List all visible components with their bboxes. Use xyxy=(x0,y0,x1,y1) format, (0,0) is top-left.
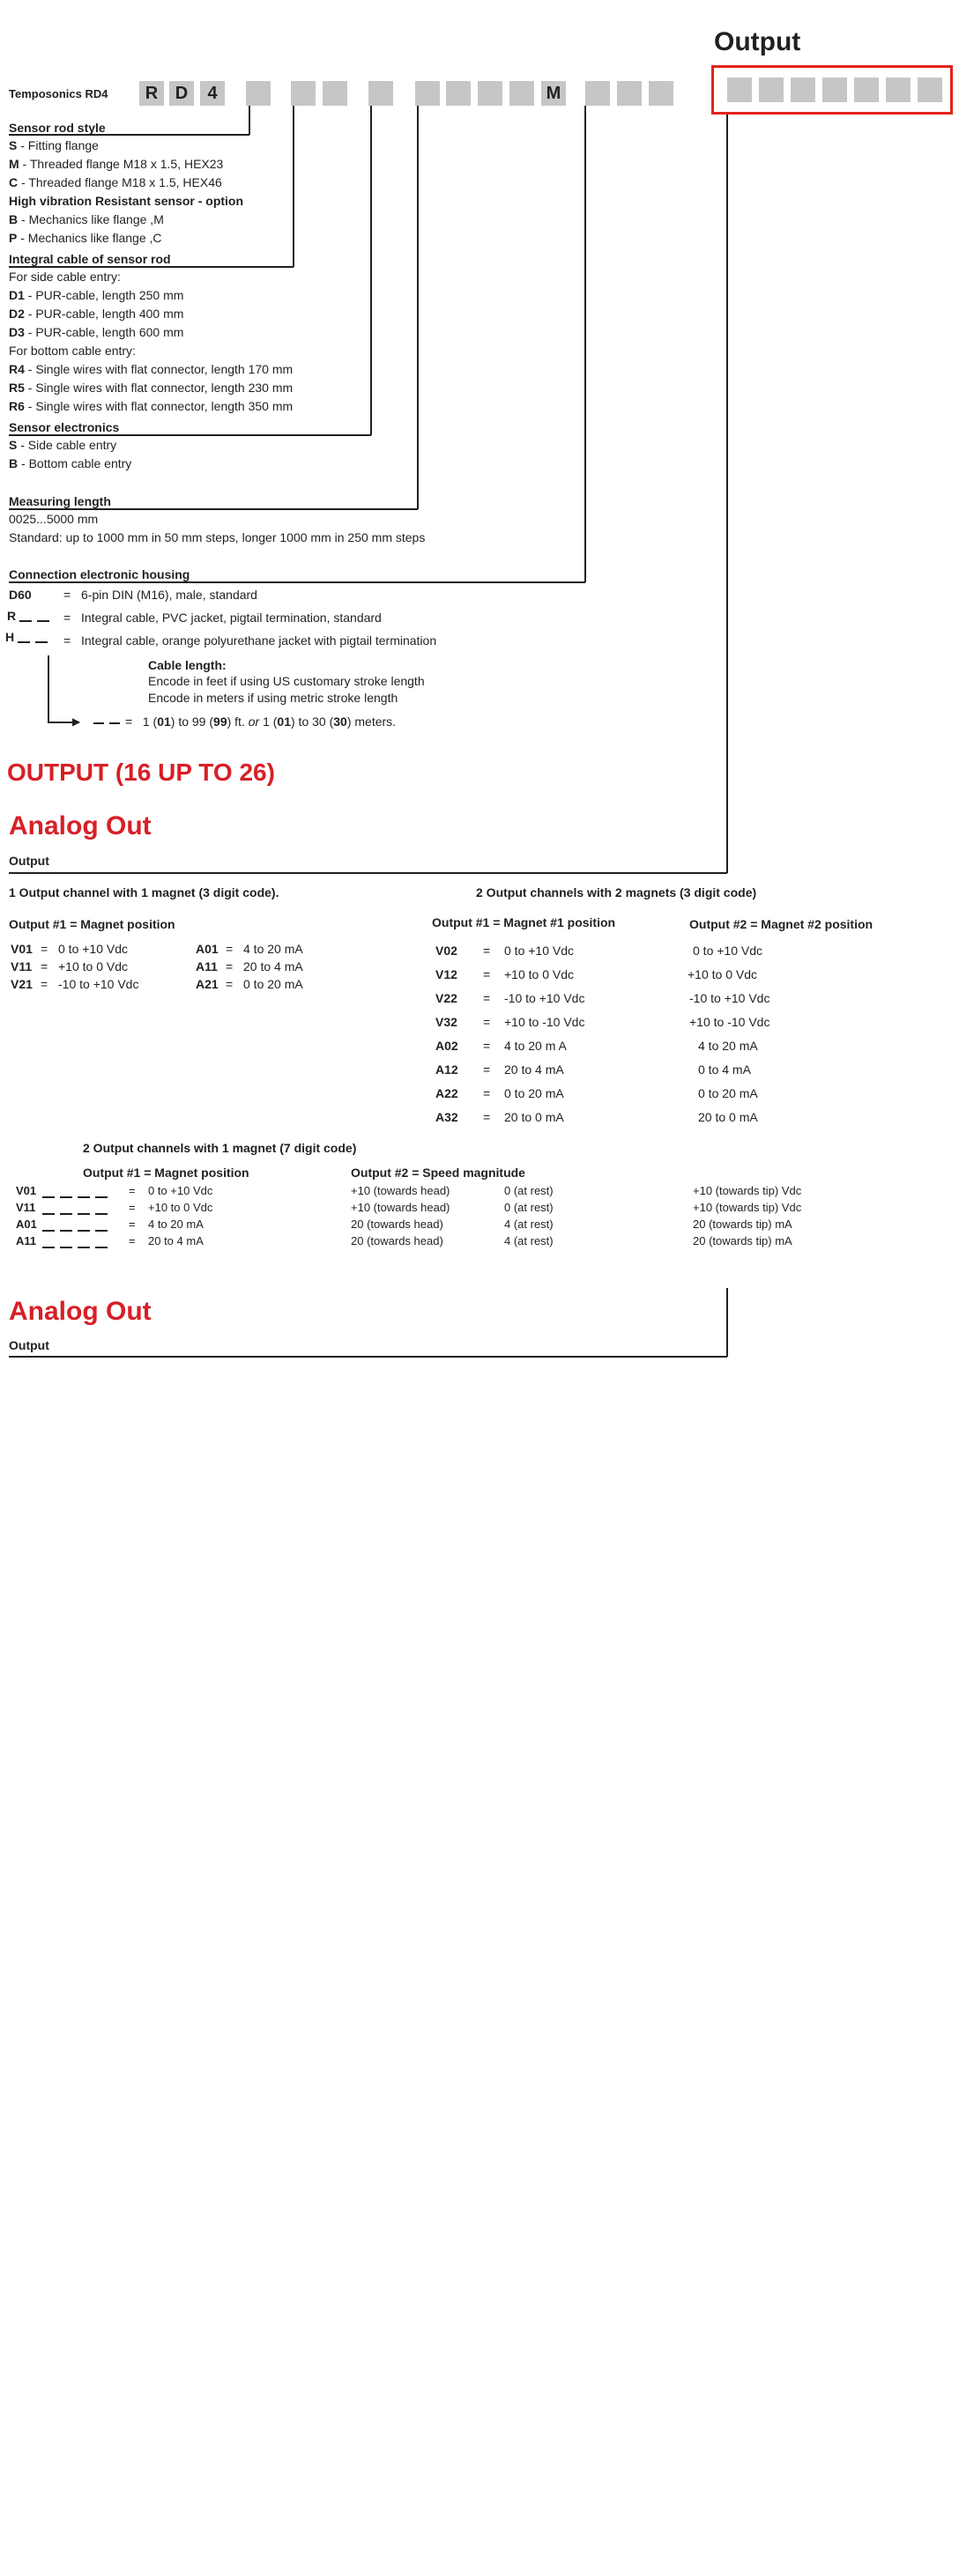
connection-code-h-blank xyxy=(18,641,30,643)
one-channel-subheading: Output #1 = Magnet position xyxy=(9,917,175,931)
two-magnets-col1: Output #1 = Magnet #1 position xyxy=(432,915,616,929)
electronics-option: S - Side cable entry xyxy=(9,438,117,452)
electronics-option: B - Bottom cable entry xyxy=(9,456,132,470)
cable-side-label: For side cable entry: xyxy=(9,270,121,284)
code-box-cable-2 xyxy=(323,81,347,106)
arrow-right-icon: ▶ xyxy=(72,715,81,728)
output-value: 0 to 20 mA xyxy=(698,1086,758,1100)
output-value: 20 to 4 mA xyxy=(243,959,303,973)
leader-electronics xyxy=(370,106,372,435)
speed-value: 4 (at rest) xyxy=(504,1218,554,1231)
code-blank xyxy=(95,1230,108,1232)
output-code: A02 xyxy=(435,1039,458,1053)
code-box-output-4 xyxy=(822,78,847,102)
leader-length xyxy=(417,106,419,509)
code-blank xyxy=(42,1196,55,1198)
sensor-rod-heading: Sensor rod style xyxy=(9,121,106,135)
output-value: +10 to -10 Vdc xyxy=(504,1015,585,1029)
output-code: A21 xyxy=(196,977,219,991)
speed-value: 20 (towards head) xyxy=(351,1218,443,1231)
speed-col1: Output #1 = Magnet position xyxy=(83,1166,249,1180)
output-value: +10 to -10 Vdc xyxy=(689,1015,770,1029)
code-blank xyxy=(60,1230,72,1232)
speed-value: +10 (towards tip) Vdc xyxy=(693,1201,802,1214)
output-value: +10 to 0 Vdc xyxy=(58,959,129,973)
output-value: -10 to +10 Vdc xyxy=(58,977,139,991)
output-code: A22 xyxy=(435,1086,458,1100)
output-eq: = xyxy=(41,959,48,973)
connection-code-r-blank xyxy=(37,620,49,622)
leader-cable xyxy=(293,106,294,267)
speed-col2: Output #2 = Speed magnitude xyxy=(351,1166,525,1180)
output-eq: = xyxy=(483,967,491,981)
cable-option: D2 - PUR-cable, length 400 mm xyxy=(9,307,184,321)
output-code: A32 xyxy=(435,1110,458,1124)
analog-out-heading-2: Analog Out xyxy=(9,1297,152,1326)
output-value: 4 to 20 mA xyxy=(243,942,303,956)
code-box-electronics xyxy=(368,81,393,106)
sensor-rod-option: B - Mechanics like flange ,M xyxy=(9,212,164,226)
output-eq: = xyxy=(226,959,234,973)
code-box-r: R xyxy=(139,81,164,106)
speed-value: 0 (at rest) xyxy=(504,1184,554,1197)
output-label-2: Output xyxy=(9,1338,49,1352)
length-range: 0025...5000 mm xyxy=(9,512,99,526)
speed-value: 20 (towards tip) mA xyxy=(693,1218,792,1231)
speed-value: 20 (towards head) xyxy=(351,1234,443,1247)
output-eq: = xyxy=(129,1234,136,1247)
code-box-output-6 xyxy=(886,78,911,102)
leader-output-2-h xyxy=(9,1356,727,1358)
output-eq: = xyxy=(483,944,491,958)
connection-code-r-blank xyxy=(19,620,32,622)
speed-value: +10 (towards head) xyxy=(351,1184,450,1197)
leader-connection xyxy=(584,106,586,582)
code-blank xyxy=(95,1247,108,1248)
output-code: V11 xyxy=(16,1201,36,1214)
speed-value: +10 (towards head) xyxy=(351,1201,450,1214)
code-box-length-2 xyxy=(446,81,471,106)
cable-option: R4 - Single wires with flat connector, length 170 mm xyxy=(9,362,294,376)
code-box-output-5 xyxy=(854,78,879,102)
leader-output-2 xyxy=(726,1288,728,1357)
output-code: A01 xyxy=(16,1218,37,1231)
cable-option: D3 - PUR-cable, length 600 mm xyxy=(9,325,184,339)
code-blank xyxy=(42,1230,55,1232)
output-code: V21 xyxy=(11,977,33,991)
analog-out-heading: Analog Out xyxy=(9,811,152,840)
cable-option: D1 - PUR-cable, length 250 mm xyxy=(9,288,184,302)
output-value: +10 to 0 Vdc xyxy=(504,967,575,981)
output-value: -10 to +10 Vdc xyxy=(689,991,770,1005)
length-heading: Measuring length xyxy=(9,494,111,508)
code-box-output-1 xyxy=(727,78,752,102)
output-value: 0 to +10 Vdc xyxy=(693,944,763,958)
output-value: +10 to 0 Vdc xyxy=(688,967,758,981)
code-blank xyxy=(60,1247,72,1248)
leader-sensor-rod xyxy=(249,106,250,135)
sensor-rod-hv-heading: High vibration Resistant sensor - option xyxy=(9,194,244,208)
output-code: V01 xyxy=(11,942,33,956)
code-box-connection-3 xyxy=(649,81,673,106)
speed-heading: 2 Output channels with 1 magnet (7 digit code) xyxy=(83,1141,357,1155)
sensor-rod-option: M - Threaded flange M18 x 1.5, HEX23 xyxy=(9,157,224,171)
leader-output-h xyxy=(9,872,727,874)
code-blank xyxy=(95,1196,108,1198)
output-code: V32 xyxy=(435,1015,457,1029)
output-eq: = xyxy=(483,1110,491,1124)
connection-heading: Connection electronic housing xyxy=(9,567,190,581)
output-eq: = xyxy=(483,1015,491,1029)
output-value: 20 to 4 mA xyxy=(148,1234,204,1247)
output-value: 4 to 20 mA xyxy=(698,1039,758,1053)
connection-text: 6-pin DIN (M16), male, standard xyxy=(81,588,257,602)
code-box-length-4 xyxy=(509,81,534,106)
output-code: A11 xyxy=(196,959,218,973)
code-box-output-7 xyxy=(918,78,942,102)
cable-length-formula: = 1 (01) to 99 (99) ft. or 1 (01) to 30 (30) meters. xyxy=(125,714,397,729)
cable-length-line: Encode in meters if using metric stroke length xyxy=(148,691,398,705)
code-box-output-2 xyxy=(759,78,784,102)
output-value: 20 to 0 mA xyxy=(698,1110,758,1124)
output-eq: = xyxy=(483,991,491,1005)
code-blank xyxy=(78,1196,90,1198)
output-eq: = xyxy=(483,1062,491,1077)
cable-length-blank xyxy=(93,722,104,724)
cable-length-blank xyxy=(109,722,120,724)
output-value: 0 to +10 Vdc xyxy=(58,942,129,956)
cable-option: R6 - Single wires with flat connector, length 350 mm xyxy=(9,399,294,413)
output-value: 4 to 20 mA xyxy=(148,1218,204,1231)
connection-eq: = xyxy=(63,633,71,648)
output-code: A11 xyxy=(16,1234,37,1247)
code-box-length-1 xyxy=(415,81,440,106)
speed-value: 20 (towards tip) mA xyxy=(693,1234,792,1247)
cable-option: R5 - Single wires with flat connector, length 230 mm xyxy=(9,381,294,395)
code-blank xyxy=(60,1213,72,1215)
code-box-length-3 xyxy=(478,81,502,106)
output-code: A12 xyxy=(435,1062,458,1077)
output-eq: = xyxy=(129,1218,136,1231)
code-box-sensor-rod xyxy=(246,81,271,106)
output-value: 0 to +10 Vdc xyxy=(504,944,575,958)
electronics-heading: Sensor electronics xyxy=(9,420,120,434)
cable-length-heading: Cable length: xyxy=(148,658,227,672)
two-magnets-heading: 2 Output channels with 2 magnets (3 digit code) xyxy=(476,885,757,899)
connection-code-r: R xyxy=(7,609,17,623)
output-value: 0 to +10 Vdc xyxy=(148,1184,213,1197)
output-value: 0 to 20 mA xyxy=(504,1086,564,1100)
code-blank xyxy=(78,1247,90,1248)
connection-code-h: H xyxy=(5,630,15,644)
cable-heading: Integral cable of sensor rod xyxy=(9,252,171,266)
speed-value: 4 (at rest) xyxy=(504,1234,554,1247)
output-eq: = xyxy=(129,1201,136,1214)
code-box-d: D xyxy=(169,81,194,106)
code-blank xyxy=(95,1213,108,1215)
output-value: 20 to 4 mA xyxy=(504,1062,564,1077)
code-box-4: 4 xyxy=(200,81,225,106)
connection-code-d60: D60 xyxy=(9,588,32,602)
connection-text: Integral cable, PVC jacket, pigtail termination, standard xyxy=(81,611,382,625)
cable-length-line: Encode in feet if using US customary stroke length xyxy=(148,674,425,688)
output-code: V22 xyxy=(435,991,457,1005)
output-eq: = xyxy=(129,1184,136,1197)
output-code: V01 xyxy=(16,1184,37,1197)
code-blank xyxy=(42,1213,55,1215)
code-blank xyxy=(78,1230,90,1232)
output-section-title: OUTPUT (16 UP TO 26) xyxy=(7,759,275,786)
output-value: +10 to 0 Vdc xyxy=(148,1201,213,1214)
leader-output xyxy=(726,115,728,873)
two-magnets-col2: Output #2 = Magnet #2 position xyxy=(689,917,874,931)
connection-eq: = xyxy=(63,588,71,602)
code-box-connection-2 xyxy=(617,81,642,106)
cable-bottom-label: For bottom cable entry: xyxy=(9,344,136,358)
output-title: Output xyxy=(714,27,801,56)
output-code: V02 xyxy=(435,944,457,958)
output-value: 0 to 4 mA xyxy=(698,1062,751,1077)
product-label: Temposonics RD4 xyxy=(9,87,108,100)
output-eq: = xyxy=(483,1039,491,1053)
output-code: A01 xyxy=(196,942,219,956)
cable-length-leader xyxy=(48,655,49,722)
output-eq: = xyxy=(483,1086,491,1100)
code-blank xyxy=(78,1213,90,1215)
output-eq: = xyxy=(41,977,48,991)
sensor-rod-option: C - Threaded flange M18 x 1.5, HEX46 xyxy=(9,175,222,189)
code-box-m: M xyxy=(541,81,566,106)
output-value: -10 to +10 Vdc xyxy=(504,991,585,1005)
code-box-connection-1 xyxy=(585,81,610,106)
connection-text: Integral cable, orange polyurethane jacket with pigtail termination xyxy=(81,633,437,648)
output-label: Output xyxy=(9,854,49,868)
speed-value: +10 (towards tip) Vdc xyxy=(693,1184,802,1197)
output-code: V11 xyxy=(11,959,33,973)
code-box-cable-1 xyxy=(291,81,316,106)
output-value: 20 to 0 mA xyxy=(504,1110,564,1124)
code-box-output-3 xyxy=(791,78,815,102)
code-blank xyxy=(60,1196,72,1198)
length-standard: Standard: up to 1000 mm in 50 mm steps, longer 1000 mm in 250 mm steps xyxy=(9,530,426,544)
code-blank xyxy=(42,1247,55,1248)
output-value: 4 to 20 m A xyxy=(504,1039,567,1053)
connection-code-h-blank xyxy=(35,641,48,643)
sensor-rod-option: S - Fitting flange xyxy=(9,138,99,152)
sensor-rod-option: P - Mechanics like flange ,C xyxy=(9,231,162,245)
output-value: 0 to 20 mA xyxy=(243,977,303,991)
output-code: V12 xyxy=(435,967,457,981)
output-eq: = xyxy=(41,942,48,956)
connection-eq: = xyxy=(63,611,71,625)
output-eq: = xyxy=(226,977,234,991)
speed-value: 0 (at rest) xyxy=(504,1201,554,1214)
one-channel-heading: 1 Output channel with 1 magnet (3 digit code). xyxy=(9,885,279,899)
output-eq: = xyxy=(226,942,234,956)
